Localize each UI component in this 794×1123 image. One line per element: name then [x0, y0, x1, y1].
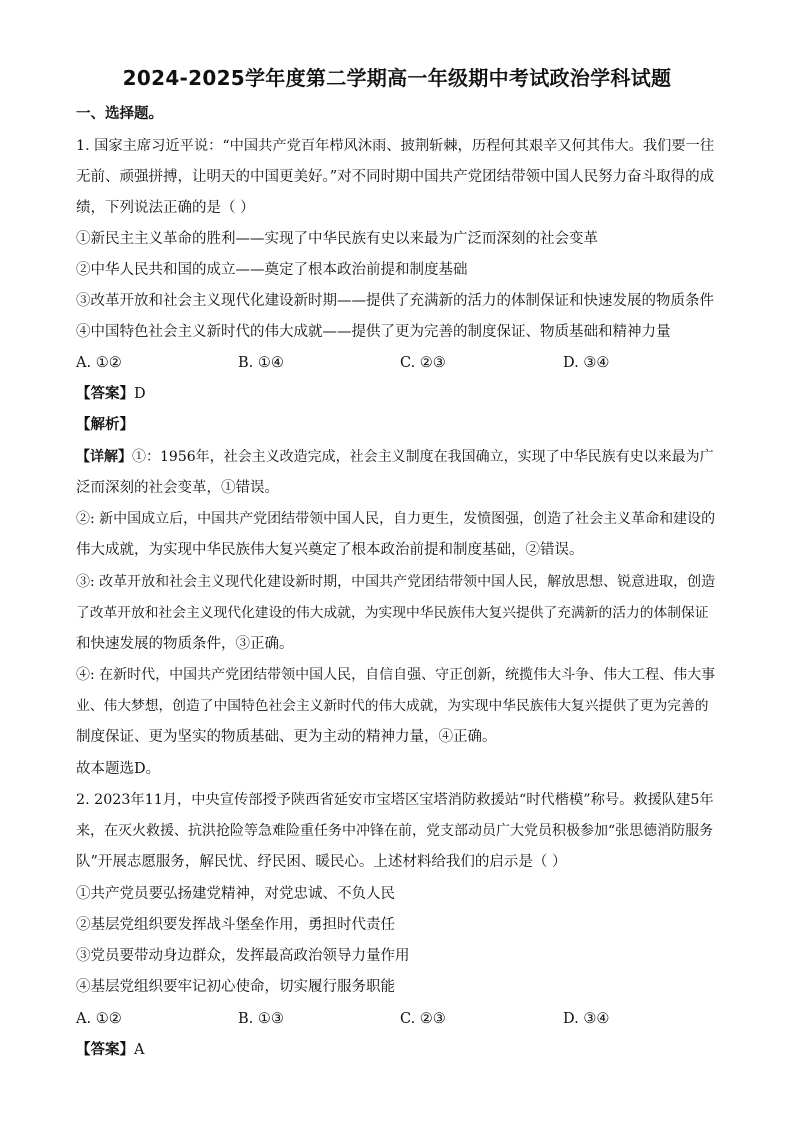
- q2-stem-line: 2. 2023年11月，中央宣传部授予陕西省延安市宝塔区宝塔消防救援站“时代楷模”称号。救援队建5年: [76, 792, 714, 808]
- q1-detail-line: [76, 447, 714, 467]
- q1-statement: ①新民主主义革命的胜利——实现了中华民族有史以来最为广泛而深刻的社会变革: [76, 231, 598, 247]
- q1-detail-line: 制度保证、更为坚实的物质基础、更为主动的精神力量，④正确。: [76, 729, 497, 745]
- q2-statement: ②基层党组织要发挥战斗堡垒作用，勇担时代责任: [76, 917, 395, 933]
- q1-detail-line: ④: 在新时代，中国共产党团结带领中国人民，自信自强、守正创新，统揽伟大斗争、伟大工程、伟大事: [76, 667, 716, 683]
- answer-value: D: [134, 386, 146, 402]
- q2-option-d: D. ③④: [563, 1011, 610, 1027]
- q1-stem-line: 1. 国家主席习近平说：“中国共产党百年栉风沐雨、披荆斩棘，历程何其艰辛又何其伟大。我们要一往: [76, 138, 715, 154]
- q1-statement: ③改革开放和社会主义现代化建设新时期——提供了充满新的活力的体制保证和快速发展的物质条件: [76, 293, 714, 309]
- detail-text: ①：1956年，社会主义改造完成，社会主义制度在我国确立，实现了中华民族有史以来最为广: [132, 449, 714, 465]
- q1-option-a: A. ①②: [76, 355, 122, 371]
- page-title: 2024-2025学年度第二学期高一年级期中考试政治学科试题: [122, 66, 672, 90]
- q2-statement: ①共产党员要弘扬建党精神，对党忠诚、不负人民: [76, 886, 395, 902]
- q1-option-d: D. ③④: [563, 355, 610, 371]
- q2-statement: ④基层党组织要牢记初心使命，切实履行服务职能: [76, 979, 395, 995]
- q1-detail-line: 业、伟大梦想，创造了中国特色社会主义新时代的伟大成就，为实现中华民族伟大复兴提供了更为完善的: [76, 698, 709, 714]
- q1-option-c: C. ②③: [400, 355, 446, 371]
- answer-value: A: [134, 1042, 145, 1058]
- q1-statement: ②中华人民共和国的成立——奠定了根本政治前提和制度基础: [76, 262, 468, 278]
- q1-analysis-tag: 【解析】: [76, 417, 134, 433]
- answer-tag: 【答案】: [76, 1042, 134, 1058]
- q2-option-c: C. ②③: [400, 1011, 446, 1027]
- q2-stem-line: 来，在灭火救援、抗洪抢险等急难险重任务中冲锋在前，党支部动员广大党员积极参加“张思德消防服务: [76, 823, 714, 839]
- q1-detail-line: 和快速发展的物质条件，③正确。: [76, 636, 294, 652]
- q1-conclusion: 故本题选D。: [76, 761, 161, 777]
- q1-stem-line: 绩，下列说法正确的是（ ）: [76, 200, 255, 216]
- q1-detail-line: ②: 新中国成立后，中国共产党团结带领中国人民，自力更生，发愤图强，创造了社会主义革命和建设的: [76, 511, 716, 527]
- q1-detail-line: 泛而深刻的社会变革，①错误。: [76, 480, 279, 496]
- section-heading: 一、选择题。: [76, 106, 163, 122]
- answer-tag: 【答案】: [76, 386, 134, 402]
- q1-option-b: B. ①④: [238, 355, 284, 371]
- q2-answer: [76, 1040, 144, 1060]
- q2-option-a: A. ①②: [76, 1011, 122, 1027]
- q2-option-b: B. ①③: [238, 1011, 284, 1027]
- q1-statement: ④中国特色社会主义新时代的伟大成就——提供了更为完善的制度保证、物质基础和精神力量: [76, 324, 671, 340]
- q1-detail-line: 伟大成就，为实现中华民族伟大复兴奠定了根本政治前提和制度基础，②错误。: [76, 542, 584, 558]
- q2-stem-line: 队”开展志愿服务，解民忧、纾民困、暖民心。上述材料给我们的启示是（ ）: [76, 854, 567, 870]
- q1-stem-line: 无前、顽强拼搏，让明天的中国更美好。”对不同时期中国共产党团结带领中国人民努力奋斗取得的成: [76, 169, 715, 185]
- q1-answer: [76, 384, 146, 404]
- q1-detail-line: ③: 改革开放和社会主义现代化建设新时期，中国共产党团结带领中国人民，解放思想、锐意进取，创造: [76, 574, 716, 590]
- q1-detail-line: 了改革开放和社会主义现代化建设的伟大成就，为实现中华民族伟大复兴提供了充满新的活力的体制保证: [76, 605, 709, 621]
- q2-statement: ③党员要带动身边群众，发挥最高政治领导力量作用: [76, 948, 410, 964]
- detail-tag: 【详解】: [76, 449, 132, 465]
